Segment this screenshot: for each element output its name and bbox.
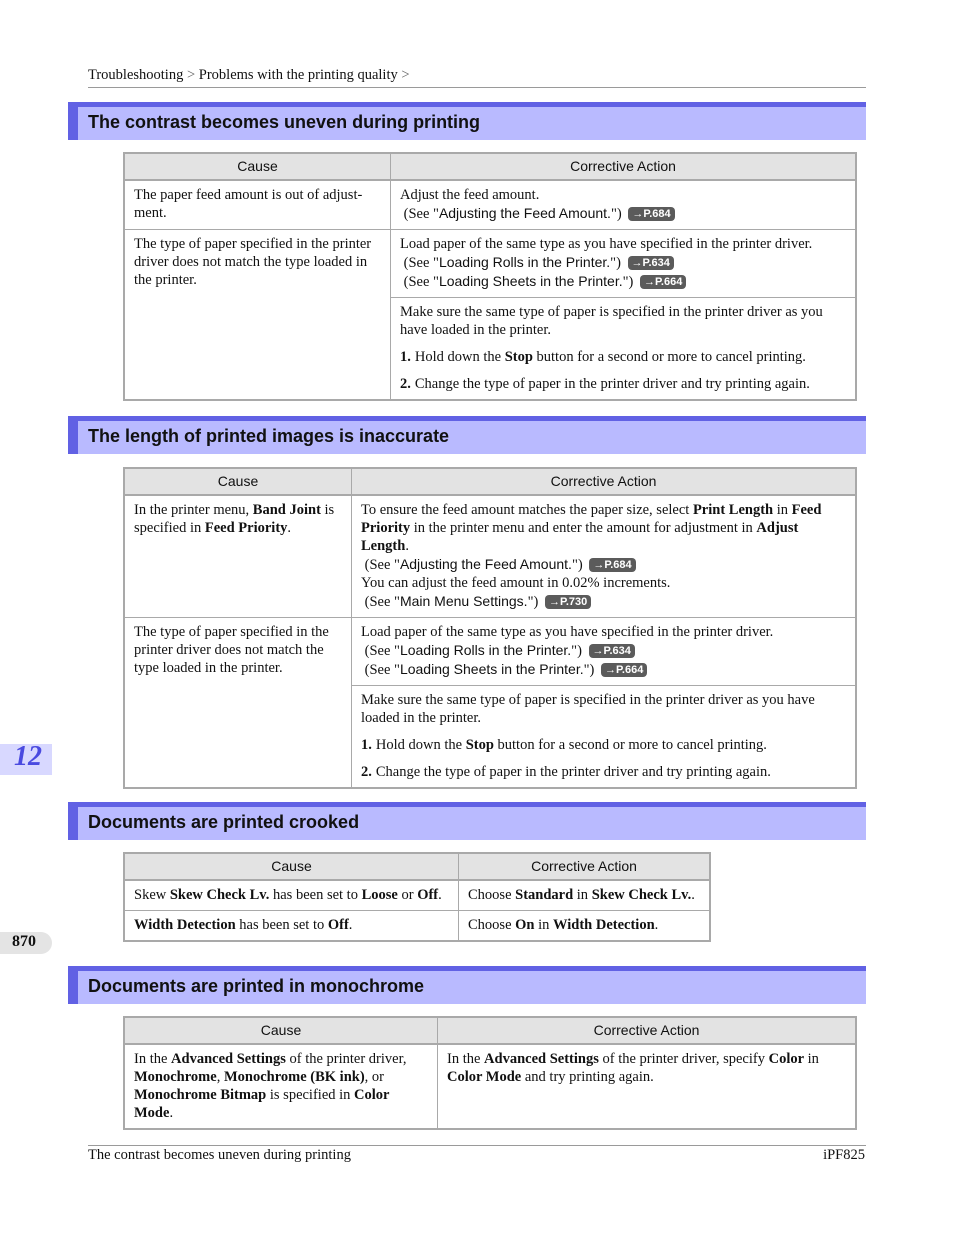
- cause-cell: In the Advanced Settings of the printer driver, Monochrome, Monochrome (BK ink), or Monochrome Bitmap is specified in Color Mode.: [124, 1044, 438, 1129]
- reference-link[interactable]: Loading Sheets in the Printer.: [438, 273, 623, 289]
- page-ref-badge[interactable]: →P.684: [628, 207, 674, 221]
- reference-link[interactable]: Loading Sheets in the Printer.: [399, 661, 584, 677]
- action-text: Make sure the same type of paper is specified in the printer driver as you have loaded in the printer.: [400, 304, 823, 338]
- reference: (See "Adjusting the Feed Amount.") →P.684: [361, 555, 846, 574]
- reference: (See "Loading Rolls in the Printer.") →P.634: [400, 253, 846, 272]
- breadcrumb-separator: >: [186, 67, 196, 83]
- cause-column-header: Cause: [124, 1017, 438, 1044]
- action-column-header: Corrective Action: [391, 153, 857, 180]
- table-header-row: [124, 468, 856, 495]
- action-column-header: Corrective Action: [459, 853, 711, 880]
- page-number: 870: [12, 933, 36, 950]
- action-cell: [391, 180, 857, 230]
- cause-cell: Skew Skew Check Lv. has been set to Loose or Off.: [124, 880, 459, 911]
- table-row: [124, 911, 710, 942]
- section-header-crooked: [68, 802, 866, 840]
- action-cell: [352, 686, 857, 789]
- section-header-length: [68, 416, 866, 454]
- section-title: Documents are printed crooked: [88, 812, 360, 832]
- reference-link[interactable]: Adjusting the Feed Amount.: [438, 205, 611, 221]
- step-item: 1. Hold down the Stop button for a second or more to cancel printing.: [400, 349, 806, 365]
- chapter-tab[interactable]: [0, 741, 52, 775]
- monochrome-table: [123, 1016, 857, 1130]
- table-row: [124, 230, 856, 298]
- action-text: You can adjust the feed amount in 0.02% increments.: [361, 575, 671, 591]
- cause-cell: The type of paper specified in the printer driver does not match the type loaded in the printer.: [124, 618, 352, 789]
- reference: (See "Adjusting the Feed Amount.") →P.684: [400, 204, 846, 223]
- page-ref-badge[interactable]: →P.730: [545, 595, 591, 609]
- action-cell: [391, 230, 857, 298]
- action-cell: [352, 618, 857, 686]
- table-row: [124, 1044, 856, 1129]
- step-item: 2. Change the type of paper in the printer driver and try printing again.: [361, 764, 771, 780]
- reference-link[interactable]: Adjusting the Feed Amount.: [399, 556, 572, 572]
- section-header-monochrome: [68, 966, 866, 1004]
- table-header-row: [124, 1017, 856, 1044]
- action-column-header: Corrective Action: [438, 1017, 857, 1044]
- cause-cell: Width Detection has been set to Off.: [124, 911, 459, 942]
- section-header-contrast: [68, 102, 866, 140]
- action-cell: In the Advanced Settings of the printer driver, specify Color in Color Mode and try printing again.: [438, 1044, 857, 1129]
- table-row: [124, 618, 856, 686]
- length-table: [123, 467, 857, 789]
- action-cell: Choose On in Width Detection.: [459, 911, 711, 942]
- cause-cell: The type of paper specified in the printer driver does not match the type loaded in the printer.: [124, 230, 391, 401]
- action-text: Load paper of the same type as you have specified in the printer driver.: [361, 624, 774, 640]
- section-title: The length of printed images is inaccurate: [88, 426, 450, 446]
- footer-model-name: iPF825: [823, 1147, 865, 1163]
- action-column-header: Corrective Action: [352, 468, 857, 495]
- chapter-number: 12: [14, 741, 42, 772]
- page-ref-badge[interactable]: →P.684: [589, 558, 635, 572]
- action-text: Make sure the same type of paper is specified in the printer driver as you have loaded in the printer.: [361, 692, 815, 726]
- crooked-table: [123, 852, 711, 942]
- section-title: The contrast becomes uneven during printing: [88, 112, 481, 132]
- step-item: 1. Hold down the Stop button for a second or more to cancel printing.: [361, 737, 767, 753]
- page-ref-badge[interactable]: →P.664: [640, 275, 686, 289]
- reference-link[interactable]: Loading Rolls in the Printer.: [438, 254, 611, 270]
- cause-column-header: Cause: [124, 468, 352, 495]
- reference: (See "Loading Rolls in the Printer.") →P.634: [361, 641, 846, 660]
- cause-cell: The paper feed amount is out of adjust-ment.: [124, 180, 391, 230]
- table-row: [124, 880, 710, 911]
- reference-link[interactable]: Main Menu Settings.: [399, 593, 528, 609]
- action-cell: Choose Standard in Skew Check Lv..: [459, 880, 711, 911]
- contrast-table: [123, 152, 857, 401]
- action-cell: [391, 298, 857, 401]
- reference: (See "Loading Sheets in the Printer.") →P.664: [400, 272, 846, 291]
- page-ref-badge[interactable]: →P.634: [589, 644, 635, 658]
- footer-section-title: The contrast becomes uneven during printing: [88, 1147, 351, 1163]
- cause-column-header: Cause: [124, 853, 459, 880]
- breadcrumb: [88, 67, 866, 88]
- cause-column-header: Cause: [124, 153, 391, 180]
- table-row: [124, 495, 856, 618]
- action-cell: [352, 495, 857, 618]
- action-text: To ensure the feed amount matches the paper size, select Print Length in Feed Priority in the printer menu and enter the amount for adjustment in Adjust Length.: [361, 502, 822, 554]
- page-number-tab: [0, 932, 52, 954]
- footer-divider: [88, 1145, 866, 1146]
- section-title: Documents are printed in monochrome: [88, 976, 425, 996]
- table-header-row: [124, 153, 856, 180]
- step-item: 2. Change the type of paper in the printer driver and try printing again.: [400, 376, 810, 392]
- action-text: Load paper of the same type as you have specified in the printer driver.: [400, 236, 813, 252]
- breadcrumb-printing-quality[interactable]: Problems with the printing quality: [198, 67, 398, 83]
- breadcrumb-separator: >: [401, 67, 410, 83]
- breadcrumb-troubleshooting[interactable]: Troubleshooting: [88, 67, 184, 83]
- reference-link[interactable]: Loading Rolls in the Printer.: [399, 642, 572, 658]
- reference: (See "Main Menu Settings.") →P.730: [361, 592, 846, 611]
- table-header-row: [124, 853, 710, 880]
- action-text: Adjust the feed amount.: [400, 187, 540, 203]
- page-ref-badge[interactable]: →P.634: [628, 256, 674, 270]
- page-ref-badge[interactable]: →P.664: [601, 663, 647, 677]
- table-row: [124, 180, 856, 230]
- reference: (See "Loading Sheets in the Printer.") →P.664: [361, 660, 846, 679]
- cause-cell: In the printer menu, Band Joint is specified in Feed Priority.: [124, 495, 352, 618]
